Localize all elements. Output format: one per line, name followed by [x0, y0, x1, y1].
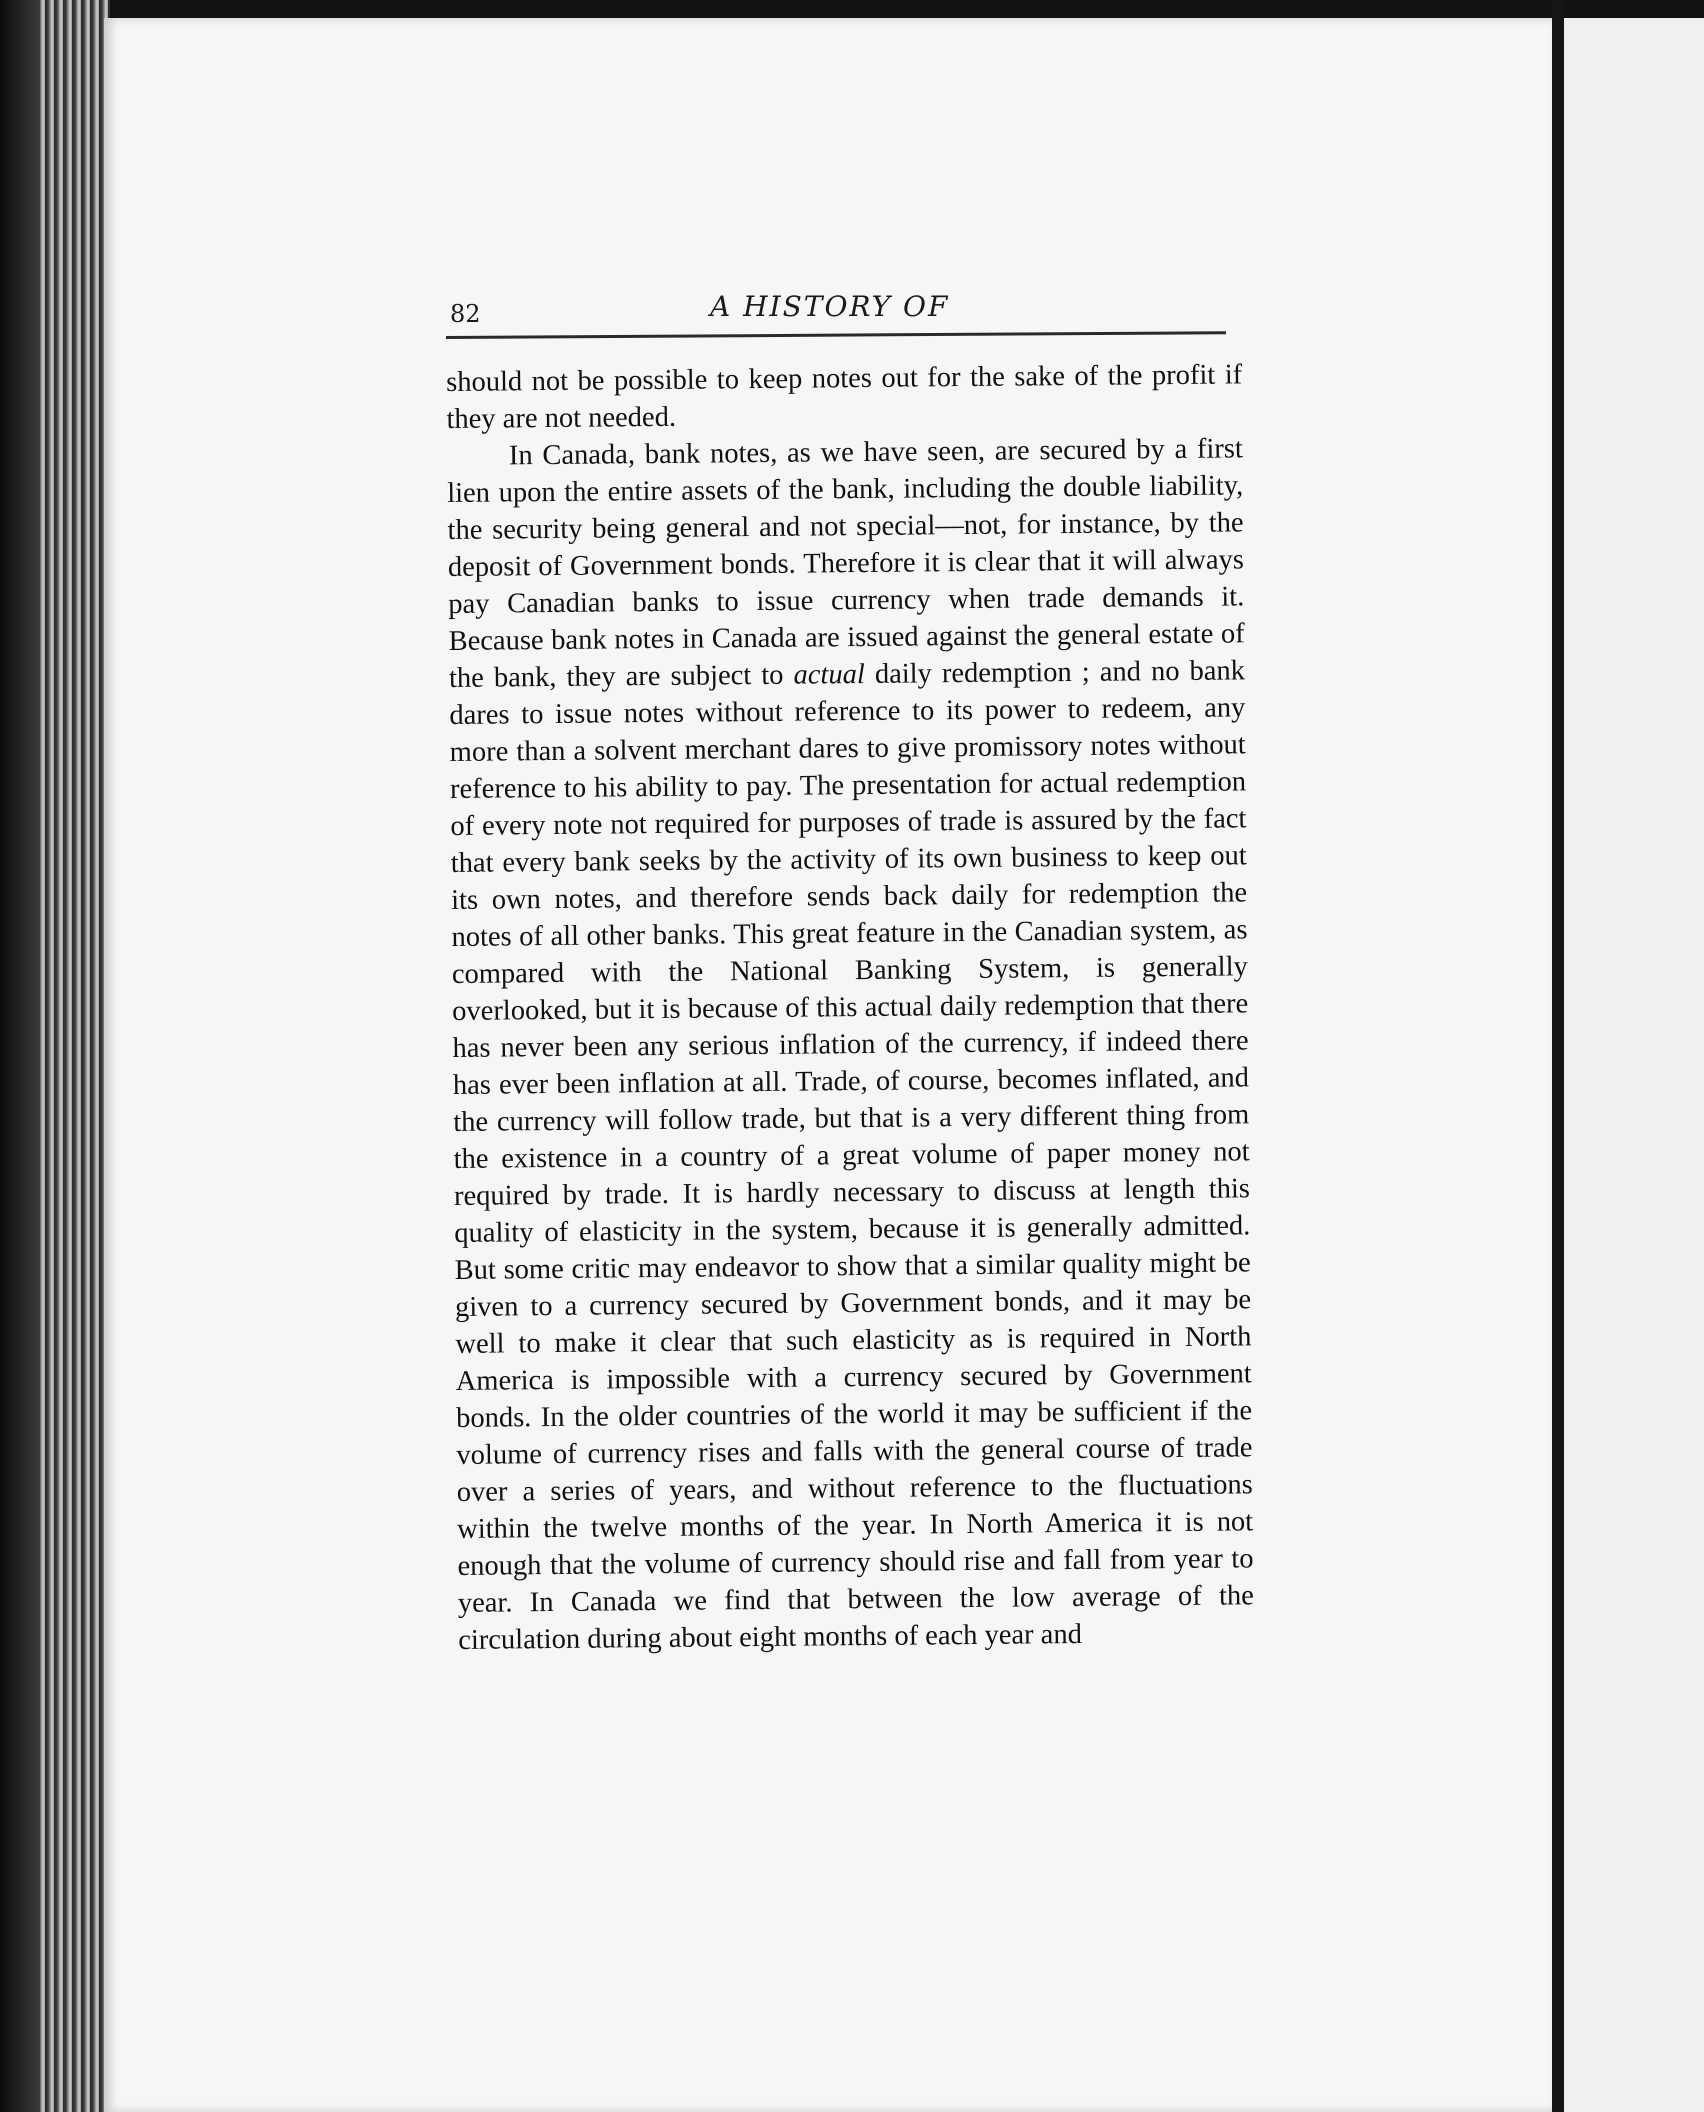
stacked-page-edges — [0, 0, 110, 2112]
paragraph-2-italic: actual — [793, 658, 865, 691]
running-head: A HISTORY OF — [710, 290, 950, 323]
body-text — [446, 356, 1254, 1659]
page-number: 82 — [450, 300, 481, 328]
paragraph-2-text-b: daily redemption ; and no bank dares to issue notes without reference to its power to redeem, any more than a solvent merchant dares to give promissory notes without reference to his ability to pay. The presentation for actual redemption of every note not required for purposes of trade is assured by the fact that every bank seeks by the activity of its own business to keep out its own notes, and therefore sends back daily for redemption the notes of all other banks. This great feature in the Canadian system, as compared with the National Banking System, is generally overlooked, but it is because of this actual daily redemption that there has never been any serious inflation of the currency, if indeed there has ever been inflation at all. Trade, of course, becomes inflated, and the currency will follow trade, but that is a very different thing from the existence in a country of a great volume of paper money not required by trade. It is hardly necessary to discuss at length this quality of elasticity in the system, because it is generally admitted. But some critic may endeavor to show that a similar quality might be given to a currency secured by Government bonds, and it may be well to make it clear that such elasticity as is required in North America is impossible with a currency secured by Government bonds. In the older countries of the world it may be sufficient if the volume of currency rises and falls with the general course of trade over a series of years, and without reference to the fluctuations within the twelve months of the year. In North America it is not enough that the volume of currency should rise and fall from year to year. In Canada we find that between the low average of the circulation during about eight months of each year and — [449, 655, 1255, 1656]
paragraph-1: should not be possible to keep notes out for the sake of the profit if they are not needed. — [446, 359, 1243, 435]
paragraph-2-text-a: In Canada, bank notes, as we have seen, are secured by a first lien upon the entire assets of the bank, including the double liability, the security being general and not special—not, for instance, by the deposit of Government bonds. Therefore it is clear that it will always pay Canadian banks to issue currency when trade demands it. Because bank notes in Canada are issued against the general estate of the bank, they are subject to — [447, 433, 1245, 694]
facing-page-edge — [1564, 18, 1704, 2112]
book-gutter — [1552, 0, 1564, 2112]
scan-top-border — [0, 0, 1704, 20]
paragraph-2 — [447, 430, 1255, 1659]
